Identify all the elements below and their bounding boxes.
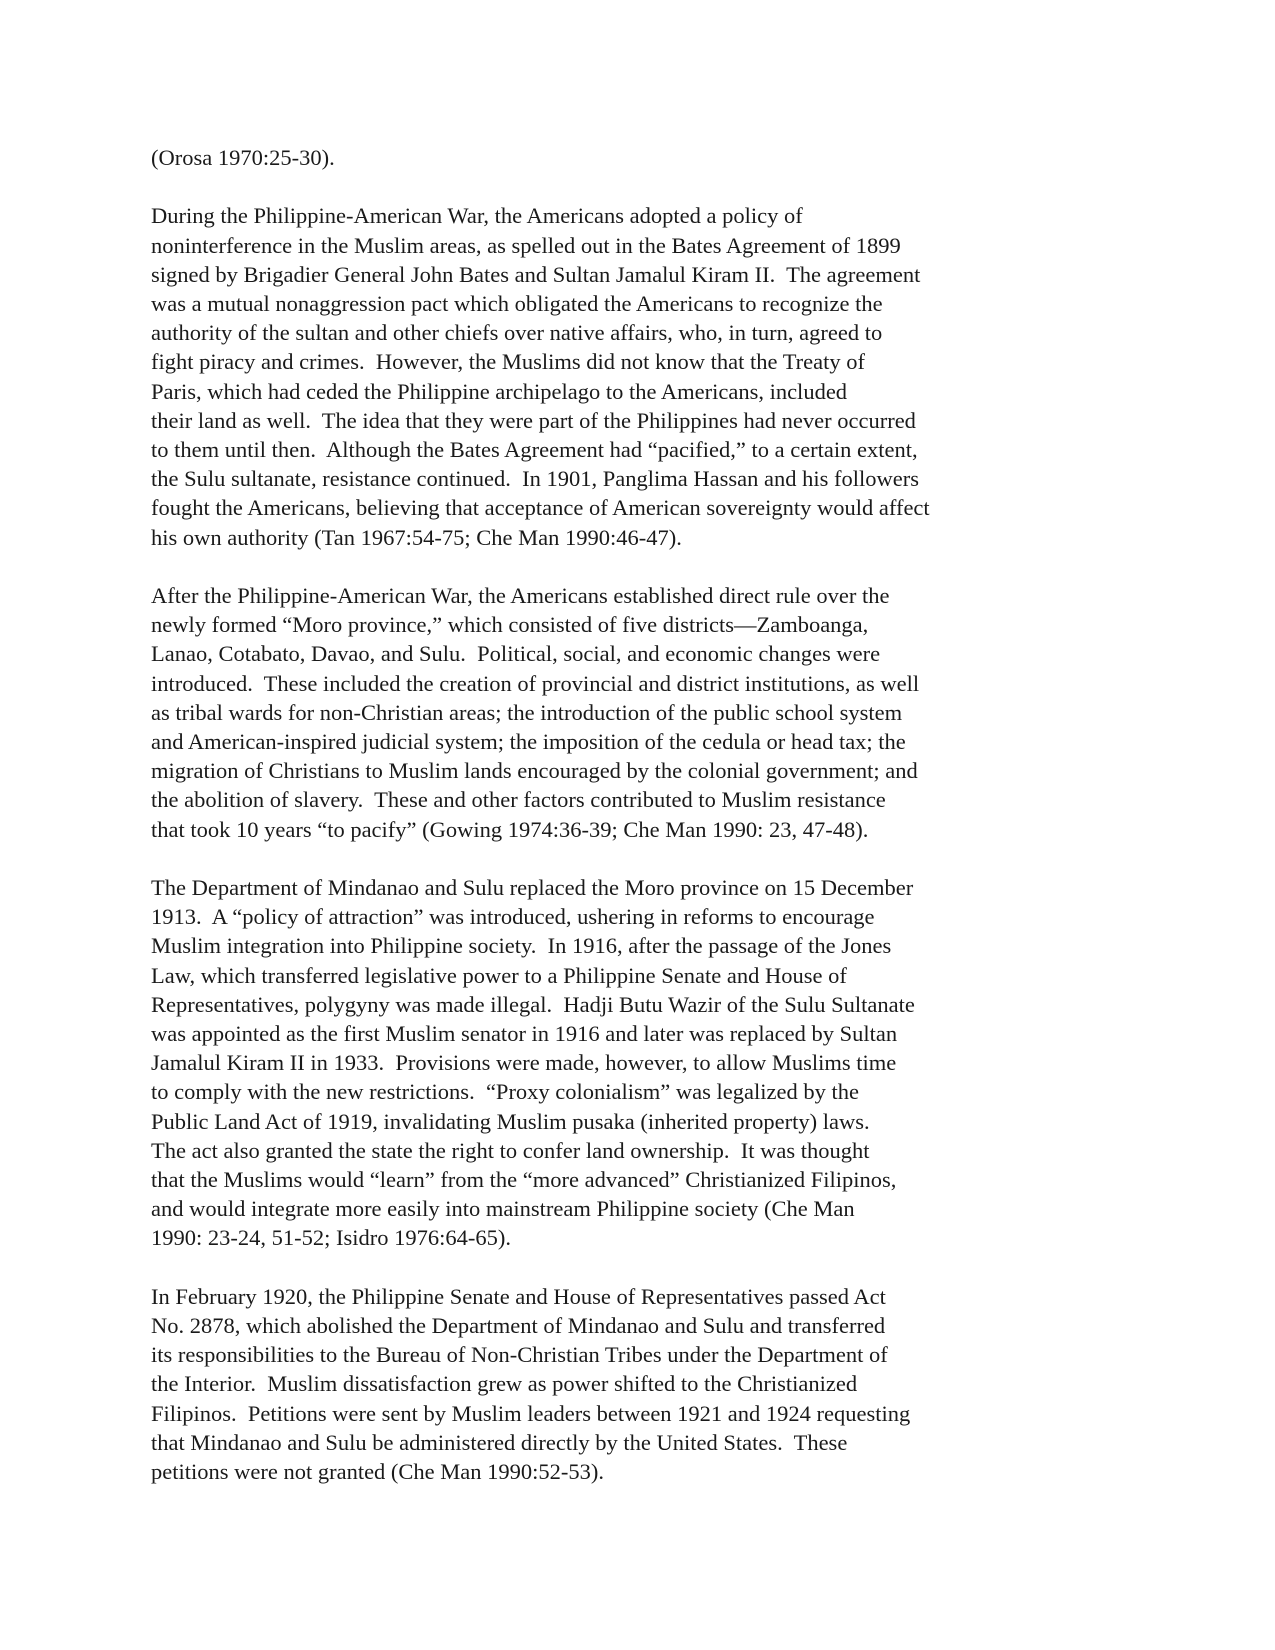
text-line: to comply with the new restrictions. “Proxy colonialism” was legalized by the: [151, 1079, 859, 1105]
text-line: During the Philippine-American War, the Americans adopted a policy of: [151, 203, 803, 229]
text-line: newly formed “Moro province,” which consisted of five districts—Zamboanga,: [151, 612, 869, 638]
paragraph: [151, 201, 1031, 551]
document-body: [151, 143, 1031, 1515]
text-line: migration of Christians to Muslim lands encouraged by the colonial government; and: [151, 758, 918, 784]
paragraph: [151, 581, 1031, 844]
text-line: that the Muslims would “learn” from the “more advanced” Christianized Filipinos,: [151, 1167, 897, 1193]
text-line: and would integrate more easily into mainstream Philippine society (Che Man: [151, 1196, 855, 1222]
text-line: was a mutual nonaggression pact which obligated the Americans to recognize the: [151, 291, 883, 316]
text-line: No. 2878, which abolished the Department of Mindanao and Sulu and transferred: [151, 1313, 886, 1339]
text-line: fought the Americans, believing that acceptance of American sovereignty would affect: [151, 495, 930, 521]
paragraph: [151, 1282, 1031, 1486]
text-line: Representatives, polygyny was made illegal. Hadji Butu Wazir of the Sulu Sultanate: [151, 991, 915, 1017]
text-line: In February 1920, the Philippine Senate and House of Representatives passed Act: [151, 1283, 886, 1309]
text-line: Paris, which had ceded the Philippine archipelago to the Americans, included: [151, 378, 848, 404]
text-line: petitions were not granted (Che Man 1990:52-53).: [151, 1459, 605, 1485]
text-line: (Orosa 1970:25-30).: [151, 145, 335, 170]
paragraph: [151, 873, 1031, 1253]
text-line: the Sulu sultanate, resistance continued. In 1901, Panglima Hassan and his followers: [151, 466, 919, 492]
text-line: its responsibilities to the Bureau of Non-Christian Tribes under the Department of: [151, 1342, 888, 1368]
text-line: After the Philippine-American War, the Americans established direct rule over the: [151, 583, 890, 609]
text-line: 1913. A “policy of attraction” was introduced, ushering in reforms to encourage: [151, 904, 875, 930]
text-line: Jamalul Kiram II in 1933. Provisions were made, however, to allow Muslims time: [151, 1050, 897, 1076]
text-line: that Mindanao and Sulu be administered directly by the United States. These: [151, 1429, 848, 1455]
text-line: introduced. These included the creation of provincial and district institutions, as well: [151, 670, 920, 696]
text-line: and American-inspired judicial system; the imposition of the cedula or head tax; the: [151, 729, 906, 755]
text-line: that took 10 years “to pacify” (Gowing 1974:36-39; Che Man 1990: 23, 47-48).: [151, 816, 869, 842]
text-line: Public Land Act of 1919, invalidating Muslim pusaka (inherited property) laws.: [151, 1108, 870, 1134]
text-line: was appointed as the first Muslim senator in 1916 and later was replaced by Sultan: [151, 1021, 898, 1047]
text-line: Muslim integration into Philippine society. In 1916, after the passage of the Jones: [151, 933, 892, 959]
text-line: to them until then. Although the Bates Agreement had “pacified,” to a certain extent,: [151, 437, 918, 463]
text-line: the abolition of slavery. These and other factors contributed to Muslim resistance: [151, 787, 886, 813]
text-line: as tribal wards for non-Christian areas; the introduction of the public school system: [151, 699, 903, 725]
text-line: signed by Brigadier General John Bates and Sultan Jamalul Kiram II. The agreement: [151, 261, 921, 287]
text-line: the Interior. Muslim dissatisfaction grew as power shifted to the Christianized: [151, 1371, 858, 1397]
text-line: his own authority (Tan 1967:54-75; Che Man 1990:46-47).: [151, 524, 682, 550]
text-line: Filipinos. Petitions were sent by Muslim leaders between 1921 and 1924 requesting: [151, 1400, 911, 1426]
text-line: authority of the sultan and other chiefs over native affairs, who, in turn, agreed to: [151, 320, 883, 346]
text-line: Lanao, Cotabato, Davao, and Sulu. Political, social, and economic changes were: [151, 641, 881, 667]
text-line: fight piracy and crimes. However, the Muslims did not know that the Treaty of: [151, 349, 865, 375]
text-line: noninterference in the Muslim areas, as spelled out in the Bates Agreement of 1899: [151, 232, 901, 258]
text-line: Law, which transferred legislative power to a Philippine Senate and House of: [151, 962, 847, 988]
text-line: The Department of Mindanao and Sulu replaced the Moro province on 15 December: [151, 875, 914, 901]
paragraph: [151, 143, 1031, 172]
text-line: 1990: 23-24, 51-52; Isidro 1976:64-65).: [151, 1225, 511, 1251]
text-line: their land as well. The idea that they were part of the Philippines had never occurred: [151, 407, 916, 433]
text-line: The act also granted the state the right to confer land ownership. It was thought: [151, 1137, 870, 1163]
